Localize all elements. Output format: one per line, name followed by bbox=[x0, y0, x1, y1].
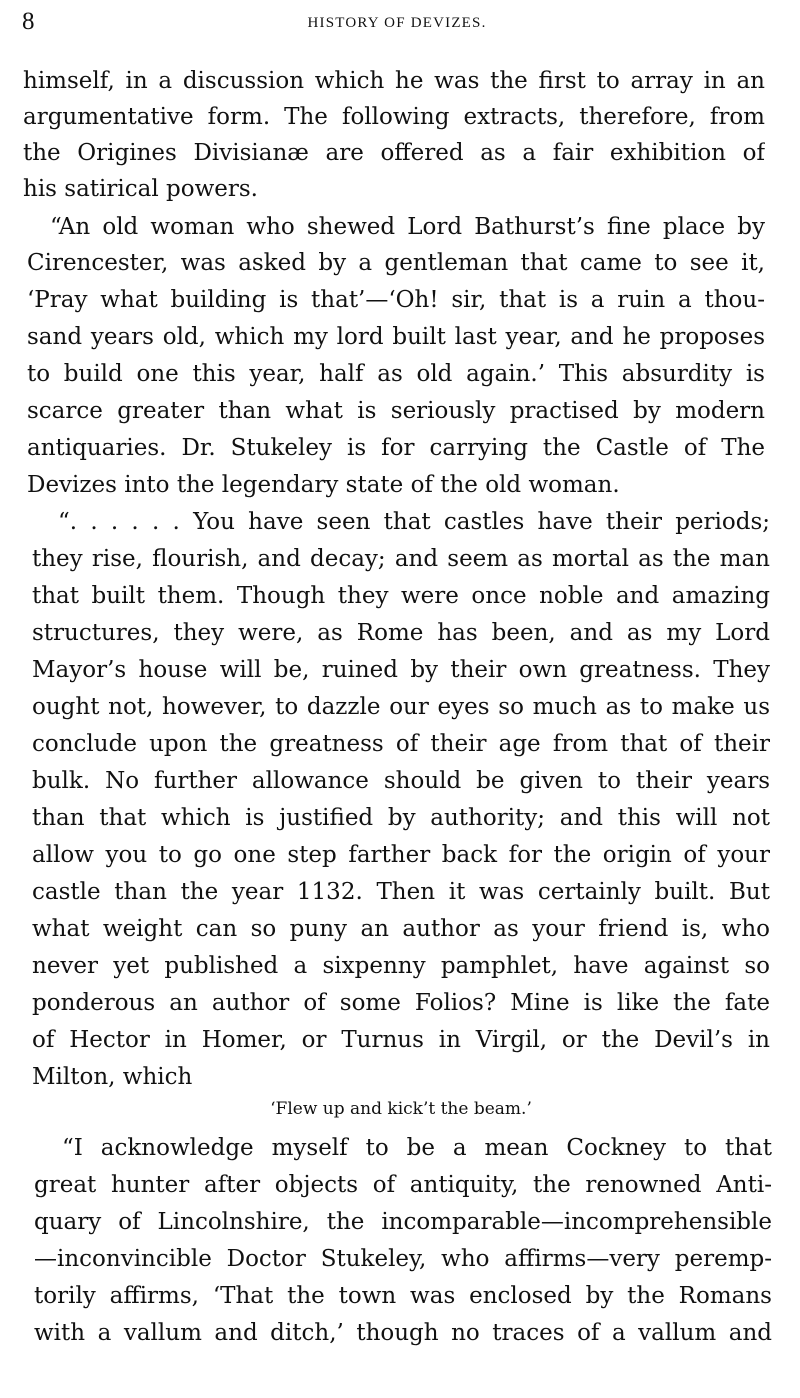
text-line: “. . . . . . You have seen that castles have their periods; bbox=[58, 509, 770, 535]
text-line: never yet published a sixpenny pamphlet, have against so bbox=[32, 953, 770, 979]
text-line: of Hector in Homer, or Turnus in Virgil, or the Devil’s in bbox=[32, 1027, 770, 1053]
text-line: Milton, which bbox=[32, 1064, 193, 1090]
text-line: Devizes into the legendary state of the old woman. bbox=[27, 472, 620, 498]
text-line: quary of Lincolnshire, the incomparable—incomprehensible bbox=[34, 1209, 772, 1235]
text-line: the Origines Divisianæ are offered as a fair exhibition of bbox=[23, 140, 765, 166]
text-line: Cirencester, was asked by a gentleman that came to see it, bbox=[27, 250, 765, 276]
text-line: to build one this year, half as old again.’ This absurdity is bbox=[27, 361, 765, 387]
text-line: ought not, however, to dazzle our eyes so much as to make us bbox=[32, 694, 770, 720]
text-line: himself, in a discussion which he was the first to array in an bbox=[23, 68, 765, 94]
text-line: ponderous an author of some Folios? Mine is like the fate bbox=[32, 990, 770, 1016]
text-line: scarce greater than what is seriously practised by modern bbox=[27, 398, 765, 424]
text-line: ‘Pray what building is that’—‘Oh! sir, that is a ruin a thou- bbox=[27, 287, 765, 313]
text-line: they rise, flourish, and decay; and seem as mortal as the man bbox=[32, 546, 770, 572]
text-line: “I acknowledge myself to be a mean Cockney to that bbox=[62, 1135, 772, 1161]
text-line: —inconvincible Doctor Stukeley, who affirms—very peremp- bbox=[34, 1246, 772, 1272]
running-title: HISTORY OF DEVIZES. bbox=[307, 15, 487, 31]
text-line: torily affirms, ‘That the town was enclosed by the Romans bbox=[34, 1283, 772, 1309]
verse-quote: ‘Flew up and kick’t the beam.’ bbox=[270, 1099, 532, 1119]
text-line: conclude upon the greatness of their age from that of their bbox=[32, 731, 770, 757]
text-line: antiquaries. Dr. Stukeley is for carrying the Castle of The bbox=[27, 435, 765, 461]
text-line: castle than the year 1132. Then it was certainly built. But bbox=[32, 879, 770, 905]
text-line: argumentative form. The following extracts, therefore, from bbox=[23, 104, 765, 130]
text-line: than that which is justified by authority; and this will not bbox=[32, 805, 770, 831]
text-line: allow you to go one step farther back for the origin of your bbox=[32, 842, 770, 868]
text-line: with a vallum and ditch,’ though no traces of a vallum and bbox=[34, 1320, 772, 1346]
text-line: bulk. No further allowance should be given to their years bbox=[32, 768, 770, 794]
text-line: great hunter after objects of antiquity, the renowned Anti- bbox=[34, 1172, 772, 1198]
text-line: structures, they were, as Rome has been, and as my Lord bbox=[32, 620, 770, 646]
text-line: Mayor’s house will be, ruined by their own greatness. They bbox=[32, 657, 770, 683]
text-line: his satirical powers. bbox=[23, 176, 258, 202]
page-number: 8 bbox=[22, 8, 35, 35]
text-line: what weight can so puny an author as your friend is, who bbox=[32, 916, 770, 942]
page-header bbox=[22, 8, 772, 42]
text-line: sand years old, which my lord built last year, and he proposes bbox=[27, 324, 765, 350]
text-line: “An old woman who shewed Lord Bathurst’s fine place by bbox=[50, 214, 765, 240]
text-line: that built them. Though they were once noble and amazing bbox=[32, 583, 770, 609]
